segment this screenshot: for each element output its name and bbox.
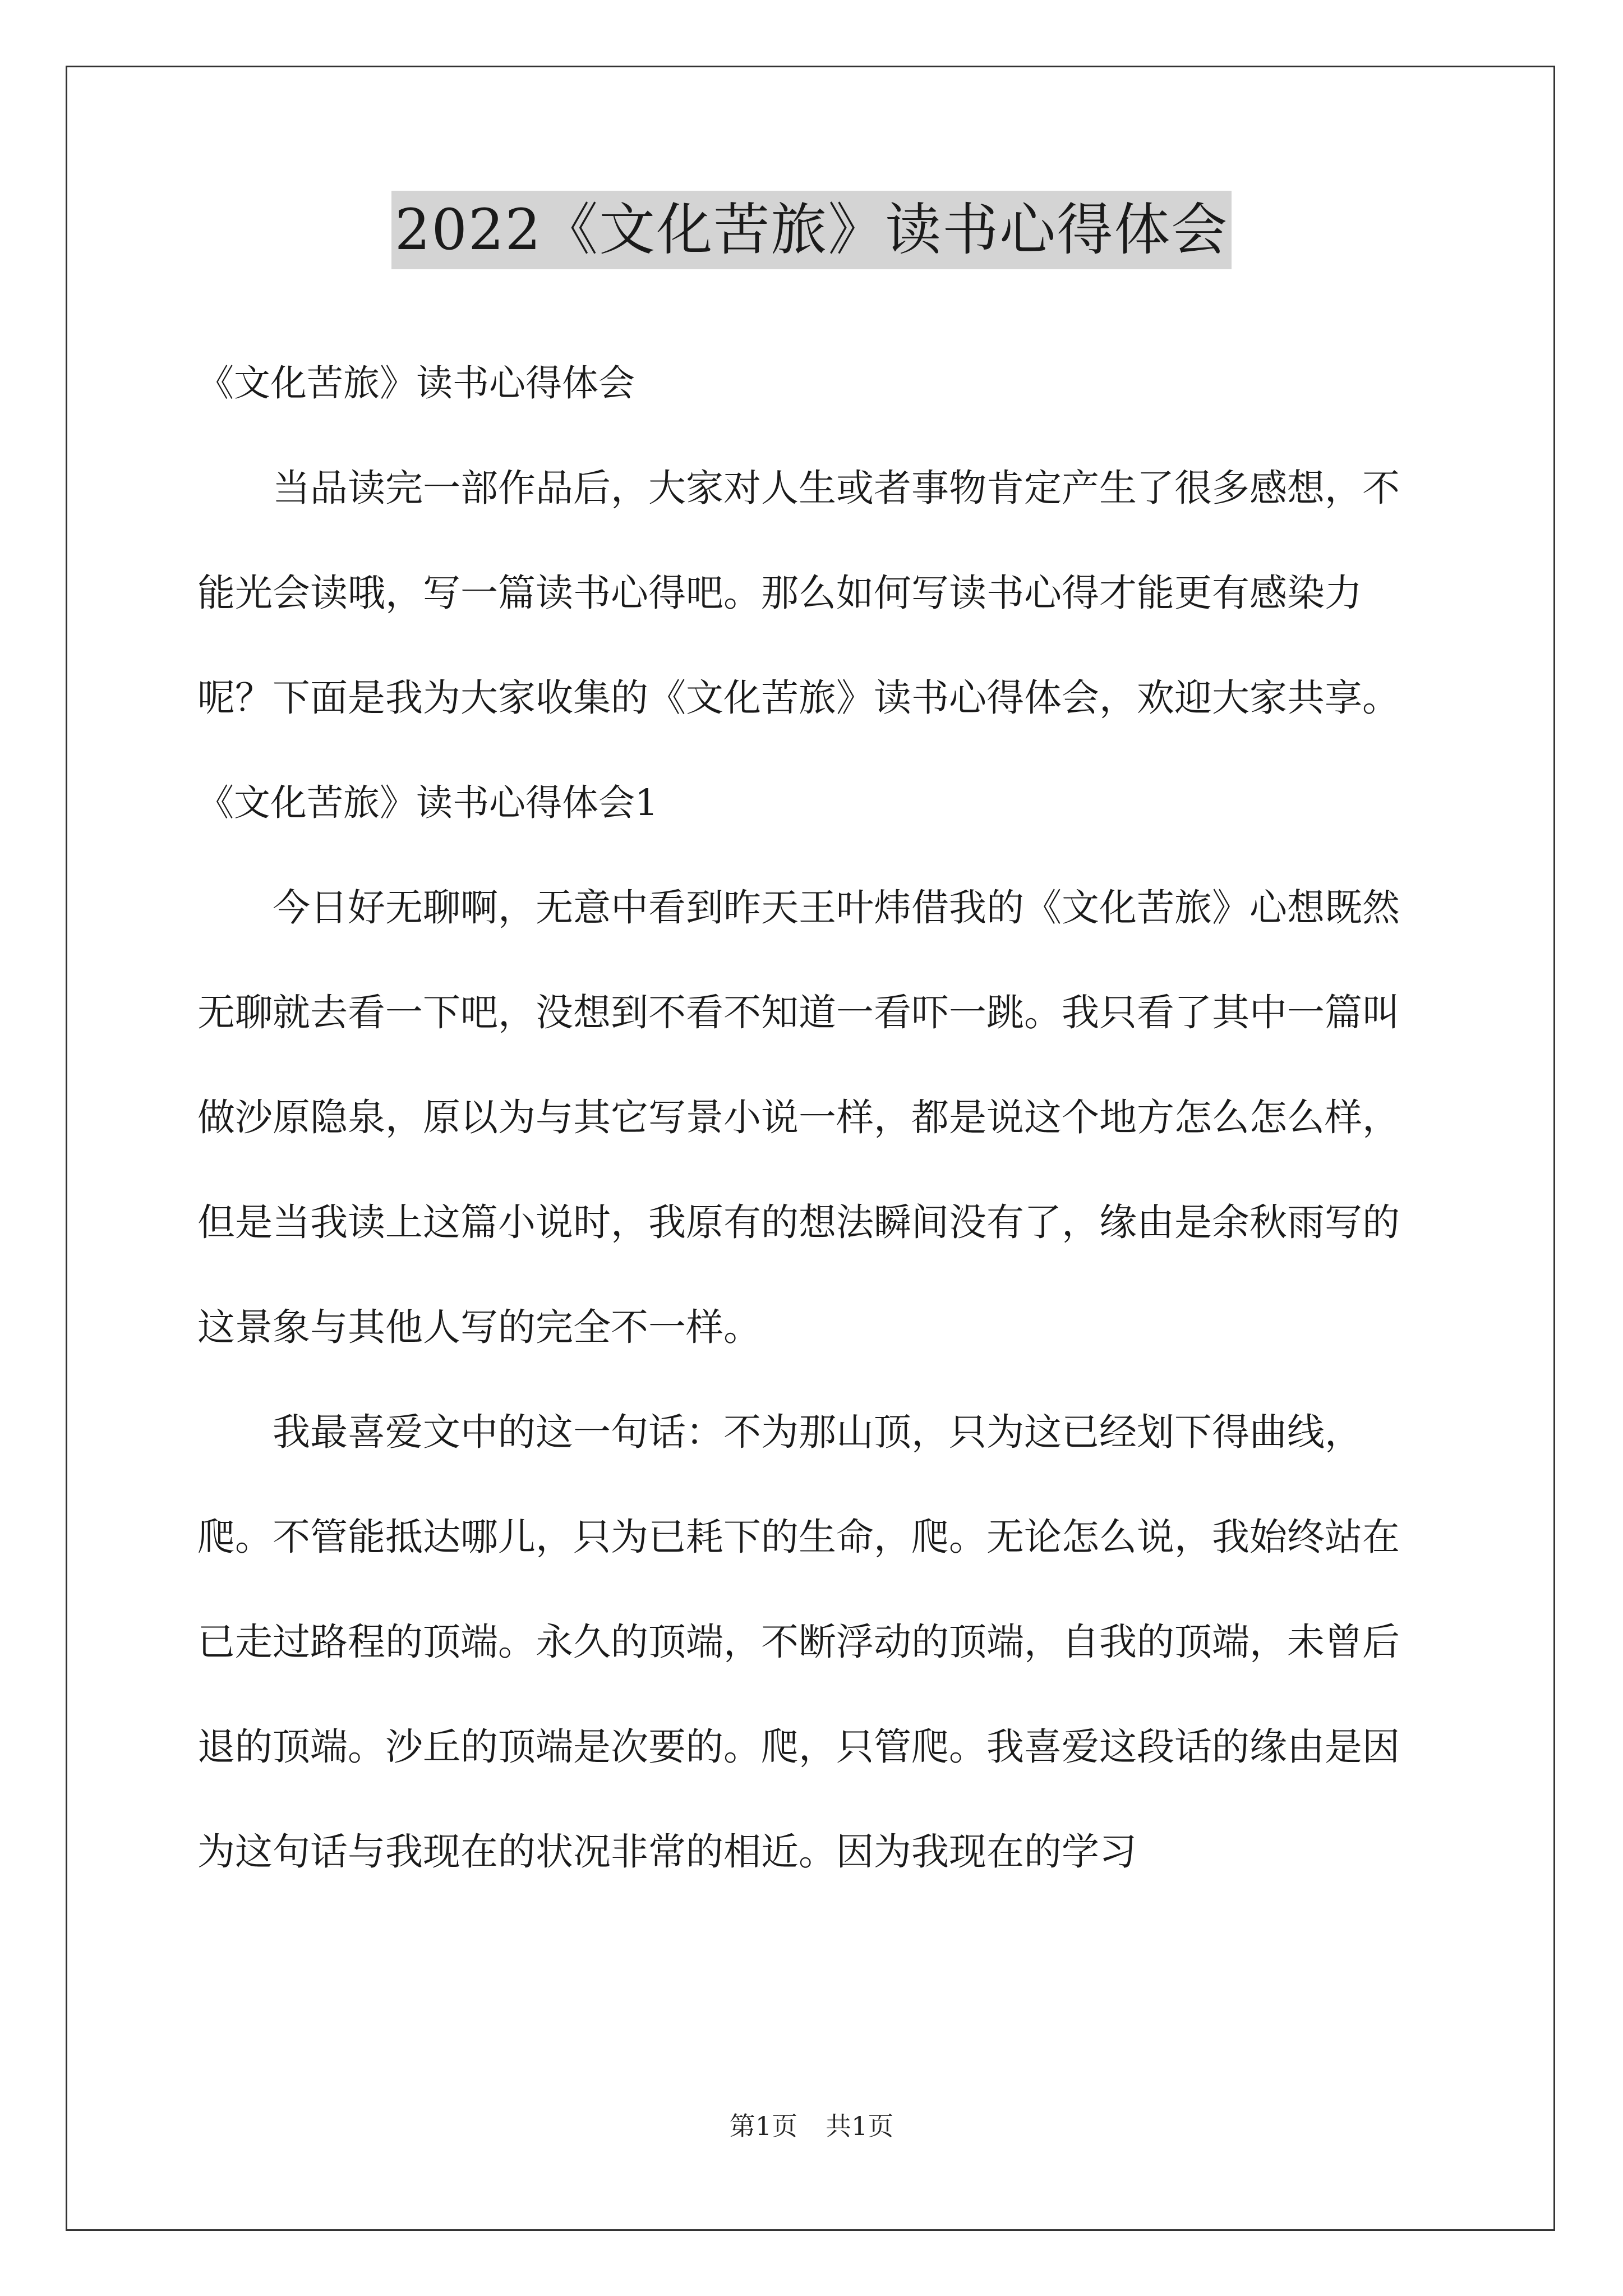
body-paragraph-2: 我最喜爱文中的这一句话：不为那山顶，只为这已经划下得曲线，爬。不管能抵达哪儿，只为已耗下的生命，爬。无论怎么说，我始终站在已走过路程的顶端。永久的顶端，不断浮动的顶端，自我的顶端，未曾后退的顶端。沙丘的顶端是次要的。爬，只管爬。我喜爱这段话的缘由是因为这句话与我现在的状况非常的相近。因为我现在的学习 [197,1410,1400,1874]
document-body [197,331,1431,1904]
body-paragraph-1: 今日好无聊啊，无意中看到昨天王叶炜借我的《文化苦旅》心想既然无聊就去看一下吧，没想到不看不知道一看吓一跳。我只看了其中一篇叫做沙原隐泉，原以为与其它写景小说一样，都是说这个地方怎么怎么样，但是当我读上这篇小说时，我原有的想法瞬间没有了，缘由是余秋雨写的这景象与其他人写的完全不一样。 [197,886,1400,1349]
subtitle: 《文化苦旅》读书心得体会 [197,362,635,404]
page-number: 第1页 [729,2111,797,2141]
intro-paragraph: 当品读完一部作品后，大家对人生或者事物肯定产生了很多感想，不能光会读哦，写一篇读书心得吧。那么如何写读书心得才能更有感染力呢？下面是我为大家收集的《文化苦旅》读书心得体会，欢迎大家共享。 [197,466,1400,720]
page-footer [0,2109,1623,2143]
document-title: 2022《文化苦旅》读书心得体会 [391,191,1232,269]
title-container [0,191,1623,269]
section-heading: 《文化苦旅》读书心得体会1 [197,782,658,824]
page-total: 共1页 [826,2111,894,2141]
